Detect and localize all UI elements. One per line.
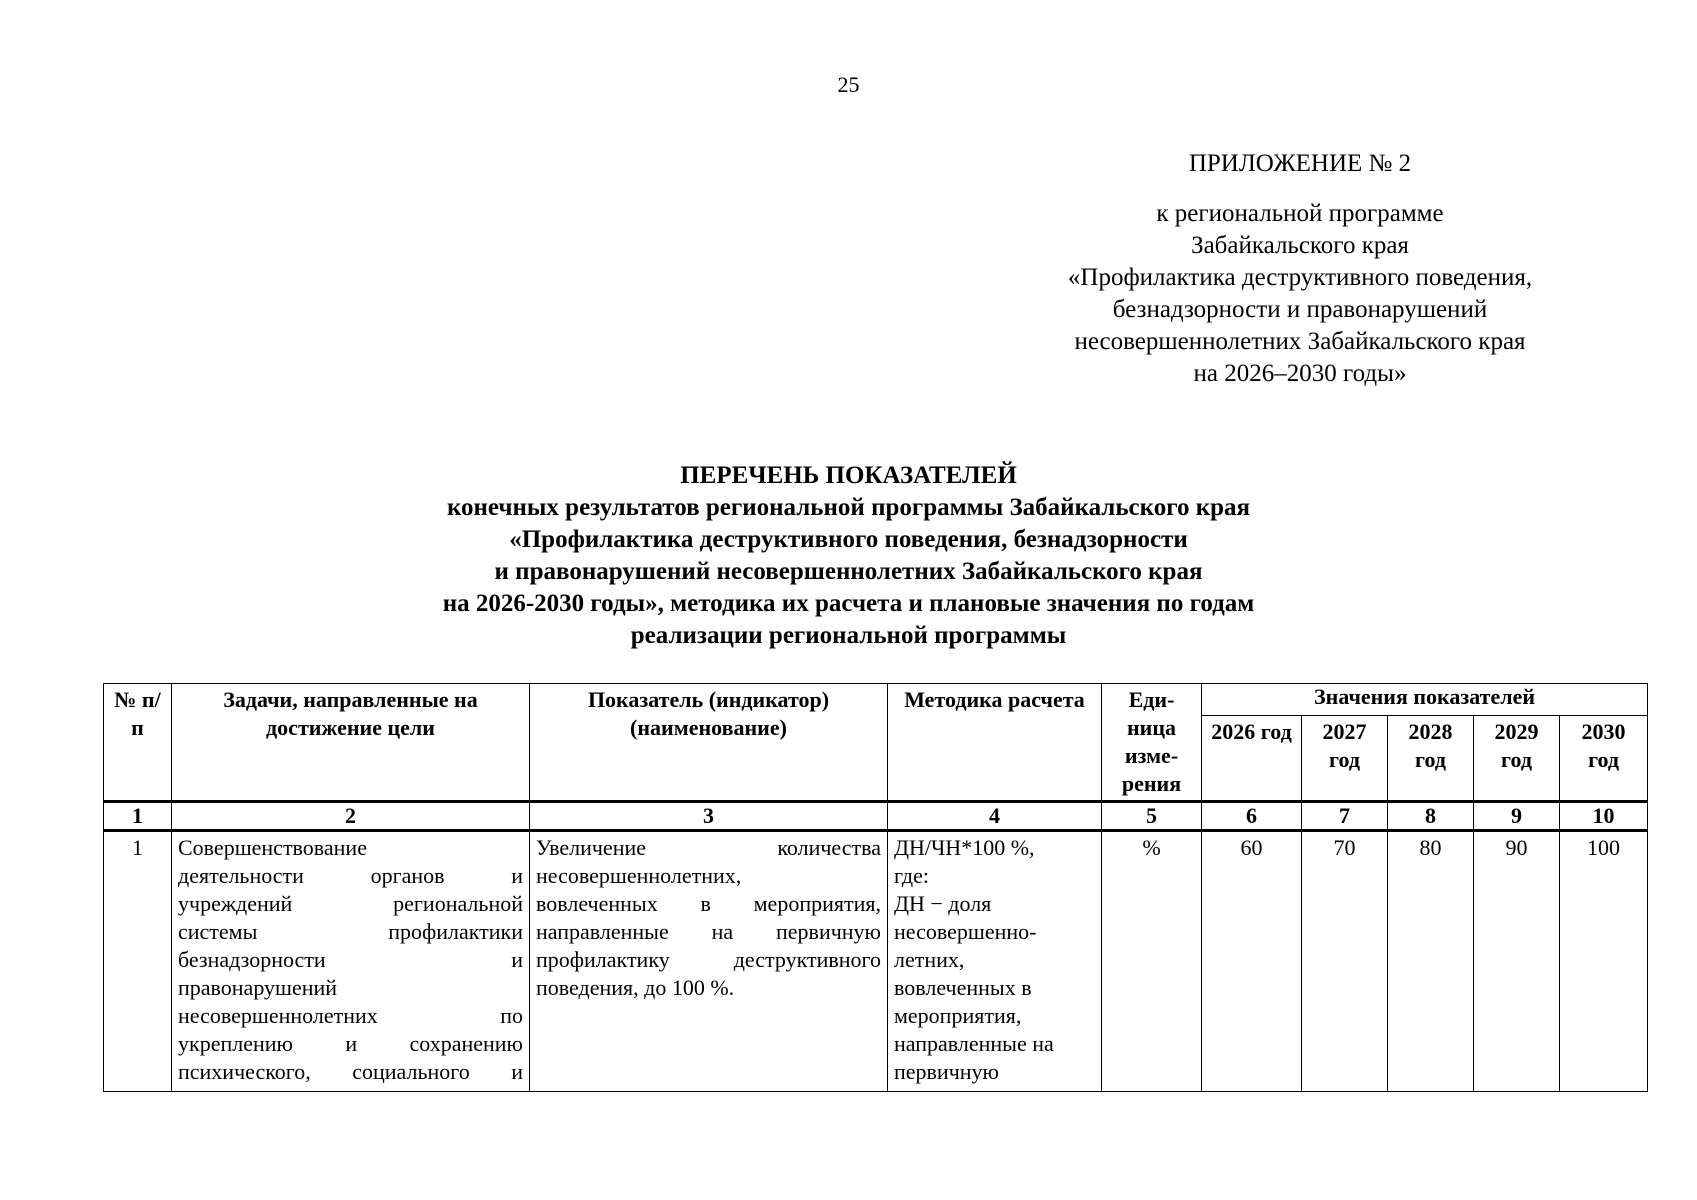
header-method: Методика расчета [888, 684, 1102, 802]
row-value-2027: 70 [1302, 831, 1388, 1092]
row-unit: % [1102, 831, 1202, 1092]
row-indicator [530, 831, 888, 1092]
header-values-group: Значения показателей [1202, 684, 1648, 716]
appendix-ref-line: «Профилактика деструктивного поведения, [1067, 264, 1533, 291]
method-line: ДН/ЧН*100 %, [894, 835, 1035, 860]
task-line: несовершеннолетних по [178, 1003, 523, 1028]
method-line: вовлеченных в [894, 975, 1032, 1000]
column-number: 7 [1302, 802, 1388, 831]
method-line: несовершенно- [894, 919, 1037, 944]
method-line: где: [894, 863, 929, 888]
task-line-justified [178, 862, 523, 890]
appendix-ref-line: несовершеннолетних Забайкальского края [1074, 328, 1526, 355]
header-tasks: Задачи, направленные на достижение цели [172, 684, 530, 802]
method-line: первичную [894, 1059, 999, 1084]
row-value-2030: 100 [1560, 831, 1648, 1092]
task-line: деятельности органов и [178, 863, 523, 888]
column-number: 3 [530, 802, 888, 831]
task-line: учреждений региональной [178, 891, 523, 916]
appendix-ref-line: на 2026–2030 годы» [1193, 360, 1407, 387]
appendix-reference [1010, 198, 1590, 390]
column-number: 6 [1202, 802, 1302, 831]
task-line: правонарушений [178, 975, 338, 1000]
task-line: системы профилактики [178, 919, 523, 944]
indicator-line: Увеличение количества [536, 835, 881, 860]
row-num: 1 [104, 831, 172, 1092]
appendix-ref-line: безнадзорности и правонарушений [1112, 296, 1488, 323]
header-row [104, 684, 1648, 716]
column-number: 4 [888, 802, 1102, 831]
indicator-line: несовершеннолетних, [536, 863, 742, 888]
header-indicator: Показатель (индикатор) (наименование) [530, 684, 888, 802]
header-year: 2026 год [1202, 716, 1302, 802]
header-year: 2027 год [1302, 716, 1388, 802]
column-number: 5 [1102, 802, 1202, 831]
appendix-ref-line: к региональной программе [1156, 200, 1444, 227]
heading-line: реализации региональной программы [630, 622, 1067, 649]
row-task [172, 831, 530, 1092]
header-unit: Еди-ница изме-рения [1102, 684, 1202, 802]
indicator-line: поведения, до 100 %. [536, 975, 735, 1000]
row-method [888, 831, 1102, 1092]
header-year: 2029 год [1474, 716, 1560, 802]
method-line: направленные на [894, 1031, 1054, 1056]
heading-line: на 2026-2030 годы», методика их расчета и плановые значения по годам [442, 590, 1255, 617]
header-year: 2028 год [1388, 716, 1474, 802]
row-value-2029: 90 [1474, 831, 1560, 1092]
column-number: 9 [1474, 802, 1560, 831]
column-numbers-row [104, 802, 1648, 831]
header-year: 2030 год [1560, 716, 1648, 802]
table-row [104, 831, 1648, 1092]
row-value-2026: 60 [1202, 831, 1302, 1092]
column-number: 10 [1560, 802, 1648, 831]
column-number: 8 [1388, 802, 1474, 831]
heading-line: ПЕРЕЧЕНЬ ПОКАЗАТЕЛЕЙ [680, 462, 1017, 489]
page-number: 25 [837, 72, 860, 97]
appendix-title: ПРИЛОЖЕНИЕ № 2 [1188, 150, 1412, 177]
column-number: 1 [104, 802, 172, 831]
heading-line: конечных результатов региональной программы Забайкальского края [446, 494, 1251, 521]
indicators-table [103, 683, 1648, 1092]
row-value-2028: 80 [1388, 831, 1474, 1092]
method-line: летних, [894, 947, 965, 972]
task-line: Совершенствование [178, 835, 367, 860]
heading-line: «Профилактика деструктивного поведения, безнадзорности [509, 526, 1188, 553]
appendix-ref-line: Забайкальского края [1191, 232, 1409, 259]
indicator-line: профилактику деструктивного [536, 947, 881, 972]
task-line: психического, социального и [178, 1059, 523, 1084]
document-heading [0, 460, 1697, 652]
method-line: ДН − доля [894, 891, 992, 916]
method-line: мероприятия, [894, 1003, 1022, 1028]
heading-line: и правонарушений несовершеннолетних Забайкальского края [494, 558, 1203, 585]
column-number: 2 [172, 802, 530, 831]
task-line: укреплению и сохранению [178, 1031, 523, 1056]
header-num: № п/п [104, 684, 172, 802]
indicator-line: направленные на первичную [536, 919, 881, 944]
indicator-line: вовлеченных в мероприятия, [536, 891, 881, 916]
task-line: безнадзорности и [178, 947, 523, 972]
